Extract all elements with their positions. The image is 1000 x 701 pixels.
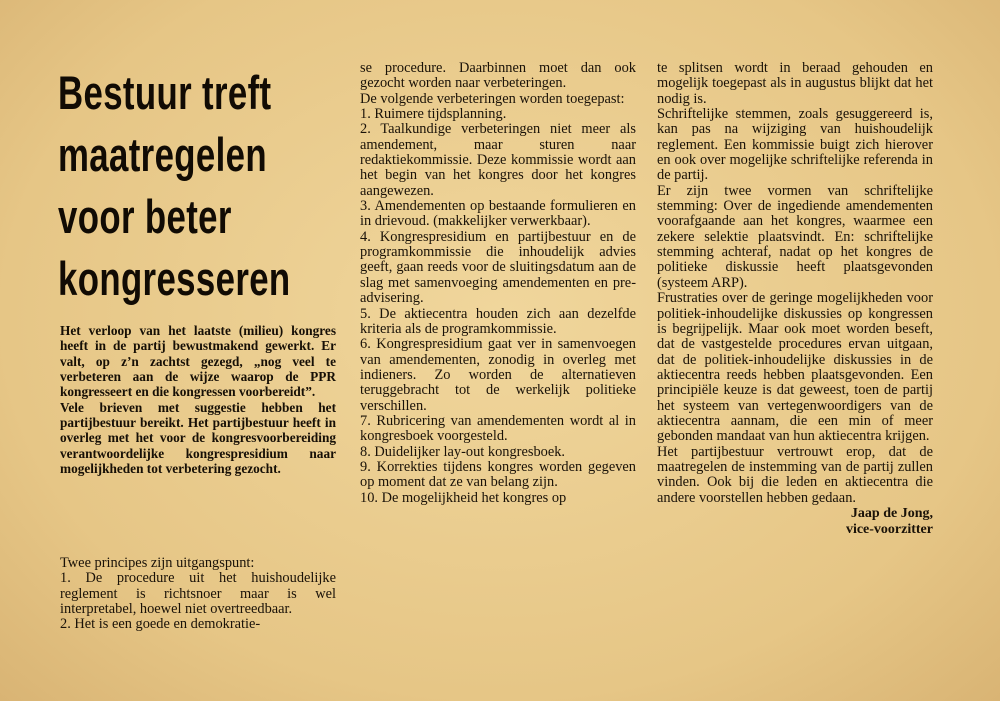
principle-2: 2. Het is een goede en demokratie-: [60, 616, 261, 633]
lede-paragraph: Vele brieven met suggestie hebben het partijbestuur bereikt. Het partijbestuur heeft in overleg met het voor de kongresvoorbereiding verantwoordelijke kongrespresidium naar mogelijkheden tot verbetering gezocht.: [60, 399, 336, 477]
col3-paragraph: Schriftelijke stemmen, zoals gesuggereerd is, kan pas na wijziging van huishoudelijk reglement. Een kommissie buigt zich hierover en ook over mogelijke schriftelijke referenda in de partij.: [657, 106, 933, 184]
col2-continuation: se procedure. Daarbinnen moet dan ook gezocht worden naar verbeteringen.: [360, 60, 636, 92]
improvement-item: 10. De mogelijkheid het kongres op: [360, 489, 567, 506]
headline-line: maatregelen: [58, 128, 267, 181]
headline-line: voor beter: [58, 190, 232, 243]
column-1: [60, 556, 336, 633]
improvement-item: 9. Korrekties tijdens kongres worden gegeven op moment dat ze van belang zijn.: [360, 458, 636, 491]
improvement-item: 6. Kongrespresidium gaat ver in samenvoegen van amendementen, zonodig in overleg met indieners. Zo worden de alternatieven teruggebracht tot de werkelijk politieke verschillen.: [360, 336, 636, 414]
improvement-item: 3. Amendementen op bestaande formulieren en in drievoud. (makkelijker verwerkbaar).: [360, 198, 636, 230]
principle-1: 1. De procedure uit het huishoudelijke reglement is richtsnoer maar is wel interpretabel, hoewel niet overtreedbaar.: [60, 570, 336, 618]
col3-paragraph: Er zijn twee vormen van schriftelijke stemming: Over de ingediende amendementen voorafgaande aan het kongres, waarmee een zekere selektie plaatsvindt. En: schriftelijke stemming achteraf, nadat op het kongres de politieke diskussie heeft plaatsgevonden (systeem ARP).: [657, 182, 933, 291]
improvement-item: 8. Duidelijker lay-out kongresboek.: [360, 443, 566, 460]
headline-line: Bestuur treft: [58, 66, 272, 119]
lede: [60, 323, 336, 476]
signature-role: vice-voorzitter: [845, 521, 933, 537]
col1-intro: Twee principes zijn uitgangspunt:: [60, 555, 255, 571]
headline: [58, 62, 291, 310]
col3-paragraph: Het partijbestuur vertrouwt erop, dat de maatregelen de instemming van de partij zullen vinden. Ook bij die leden en aktiecentra die andere voorstellen hebben gedaan.: [657, 443, 933, 506]
improvement-item: 2. Taalkundige verbeteringen niet meer als amendement, maar sturen naar redaktiekommissie. Deze kommissie wordt aan het begin van het kongres door het kongres aangewezen.: [360, 121, 636, 199]
col3-paragraph: te splitsen wordt in beraad gehouden en mogelijk toegepast als in augustus blijkt dat het nodig is.: [657, 60, 933, 107]
col3-paragraph: Frustraties over de geringe mogelijkheden voor politiek-inhoudelijke diskussies op kongressen is begrijpelijk. Maar ook moet worden beseft, dat de vastgestelde procedures ervan uitgaan, dat de politiek-inhoudelijke diskussies in de aktiecentra reeds hebben plaatsgevonden. Een principiële keuze is dat geweest, toen de partij het systeem van vertegenwoordigers van de aktiecentra aannam, die een min of meer gebonden mandaat van hun aktiecentra krijgen.: [657, 290, 933, 445]
improvement-item: 1. Ruimere tijdsplanning.: [360, 106, 507, 123]
col2-intro: De volgende verbeteringen worden toegepast:: [360, 90, 625, 107]
improvement-item: 5. De aktiecentra houden zich aan dezelfde kriteria als de programkommissie.: [360, 305, 636, 337]
lede-paragraph: Het verloop van het laatste (milieu) kongres heeft in de partij bewustmakend gewerkt. Er valt, op z’n zachtst gezegd, „nog veel te verbeteren aan de wijze waarop de PPR kongresseert en die kongressen voorbereidt”.: [60, 323, 336, 400]
column-2: [360, 61, 636, 506]
signature-name: Jaap de Jong,: [850, 505, 933, 521]
headline-line: kongresseren: [58, 252, 291, 305]
improvement-item: 7. Rubricering van amendementen wordt al in kongresboek voorgesteld.: [360, 412, 636, 445]
improvement-item: 4. Kongrespresidium en partijbestuur en de programkommissie die inhoudelijk advies geeft, gaan reeds voor de sluitingsdatum aan de slag met samenvoeging amendementen en pre-advisering.: [360, 228, 636, 307]
column-3: [657, 61, 933, 538]
